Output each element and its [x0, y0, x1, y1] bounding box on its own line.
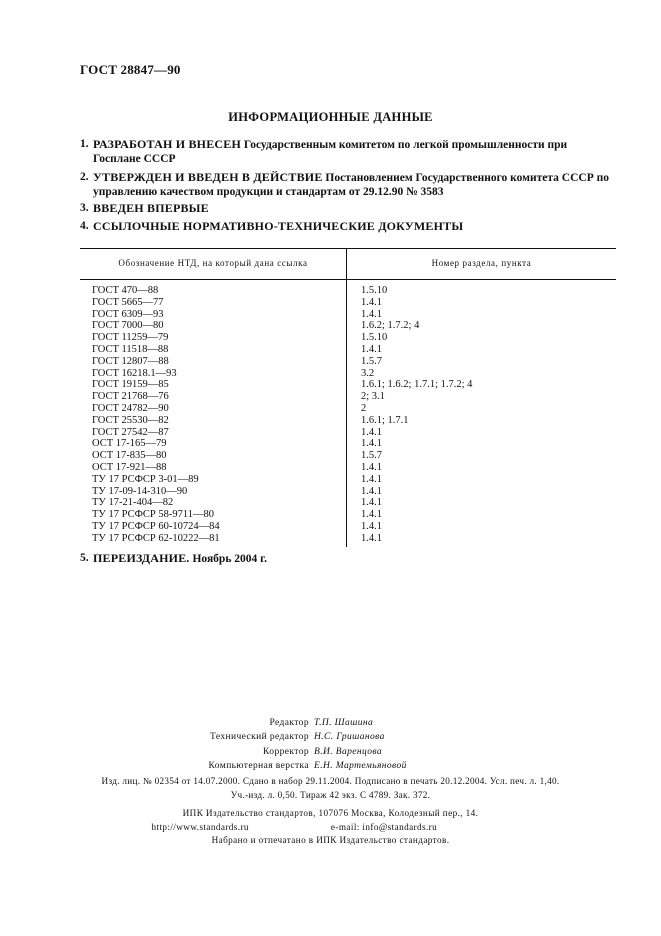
document-designation-cell: ТУ 17 РСФСР 60-10724—84: [80, 521, 347, 533]
document-designation-cell: ГОСТ 27542—87: [80, 427, 347, 439]
section-number-cell: 3.2: [361, 367, 375, 379]
table-row: [80, 450, 616, 462]
table-row: [80, 474, 616, 486]
document-designation-cell: ГОСТ 21768—76: [80, 391, 347, 403]
item-text: Государственным комитетом по легкой промышленности при Госплане СССР: [93, 139, 568, 165]
publication-info: [0, 774, 661, 802]
editorial-credits: [0, 716, 661, 773]
credit-name: Е.Н. Мартемьяновой: [314, 760, 407, 771]
table-row: [80, 309, 616, 321]
info-item-references: [80, 220, 616, 235]
credit-name: Н.С. Гришанова: [314, 732, 385, 743]
document-code: ГОСТ 28847—90: [80, 62, 181, 77]
column-header-document: Обозначение НТД, на который дана ссылка: [80, 249, 347, 280]
item-number: 3.: [80, 202, 89, 214]
document-designation-cell: ОСТ 17-921—88: [80, 462, 347, 474]
table-row: [80, 486, 616, 498]
publisher-print-note: Набрано и отпечатано в ИПК Издательство стандартов.: [211, 835, 450, 845]
column-header-section: Номер раздела, пункта: [347, 249, 617, 280]
publication-info-line: Изд. лиц. № 02354 от 14.07.2000. Сдано в набор 29.11.2004. Подписано в печать 20.12.2004. Усл. печ. л. 1,40.: [101, 776, 560, 786]
info-item-approved: [80, 171, 616, 199]
document-designation-cell: ТУ 17 РСФСР 3-01—89: [80, 474, 347, 486]
document-designation-cell: ТУ 17-09-14-310—90: [80, 486, 347, 498]
section-number-cell: 1.4.1: [361, 461, 382, 473]
publication-info-line: Уч.-изд. л. 0,50. Тираж 42 экз. С 4789. Зак. 372.: [230, 790, 431, 800]
section-number-cell: 1.6.1; 1.6.2; 1.7.1; 1.7.2; 4: [361, 379, 473, 391]
credit-name: В.И. Варенцова: [314, 746, 383, 757]
publisher-contacts: [0, 821, 661, 835]
document-designation-cell: ГОСТ 11518—88: [80, 344, 347, 356]
document-designation-cell: ГОСТ 6309—93: [80, 309, 347, 321]
section-number-cell: 1.5.10: [361, 332, 388, 344]
section-number-cell: 1.4.1: [361, 308, 382, 320]
publisher-info: [0, 807, 661, 848]
publisher-email-link[interactable]: e-mail: info@standards.ru: [330, 821, 438, 832]
document-designation-cell: ГОСТ 19159—85: [80, 379, 347, 391]
item-text: Ноябрь 2004 г.: [189, 553, 267, 565]
item-lead: ПЕРЕИЗДАНИЕ.: [93, 551, 190, 565]
table-row: [80, 379, 616, 391]
section-number-cell: 1.4.1: [361, 343, 382, 355]
section-number-cell: 1.4.1: [361, 497, 382, 509]
item-number: 1.: [80, 138, 89, 150]
table-row: [80, 280, 616, 297]
document-designation-cell: ГОСТ 5665—77: [80, 297, 347, 309]
document-designation-cell: ОСТ 17-835—80: [80, 450, 347, 462]
table-row: [80, 332, 616, 344]
section-number-cell: 1.4.1: [361, 532, 382, 544]
credit-role: Компьютерная верстка: [208, 760, 309, 771]
info-item-first-introduced: [80, 202, 616, 217]
credit-row: [0, 745, 661, 759]
table-row: [80, 368, 616, 380]
publisher-website-link[interactable]: http://www.standards.ru: [151, 821, 249, 832]
document-designation-cell: ТУ 17 РСФСР 62-10222—81: [80, 533, 347, 547]
credit-role: Корректор: [263, 746, 309, 757]
section-number-cell: 1.5.10: [361, 285, 388, 296]
document-designation-cell: ГОСТ 16218.1—93: [80, 368, 347, 380]
document-designation-cell: ГОСТ 11259—79: [80, 332, 347, 344]
info-item-reissue: [80, 552, 616, 567]
item-lead: ВВЕДЕН ВПЕРВЫЕ: [93, 201, 209, 215]
table-row: [80, 462, 616, 474]
section-number-cell: 1.4.1: [361, 485, 382, 497]
table-row: [80, 344, 616, 356]
section-title: ИНФОРМАЦИОННЫЕ ДАННЫЕ: [228, 110, 433, 124]
section-number-cell: 1.4.1: [361, 296, 382, 308]
item-lead: РАЗРАБОТАН И ВНЕСЕН: [93, 137, 242, 151]
document-designation-cell: ГОСТ 25530—82: [80, 415, 347, 427]
item-number: 5.: [80, 552, 89, 564]
section-number-cell: 1.5.7: [361, 450, 382, 462]
credit-row: [0, 730, 661, 744]
document-designation-cell: ТУ 17 РСФСР 58-9711—80: [80, 509, 347, 521]
info-item-developed: [80, 138, 616, 166]
credit-role: Редактор: [269, 718, 309, 728]
item-text: Постановлением Государственного комитета СССР по управлению качеством продукции и стандартам от 29.12.90 № 3583: [93, 172, 609, 198]
credit-row: [0, 716, 661, 730]
section-number-cell: 1.5.7: [361, 355, 382, 367]
credit-row: [0, 759, 661, 773]
section-number-cell: 1.6.1; 1.7.1: [361, 414, 409, 426]
table-row: [80, 391, 616, 403]
credit-role: Технический редактор: [210, 732, 309, 743]
section-number-cell: 2: [361, 402, 367, 414]
publisher-address: ИПК Издательство стандартов, 107076 Москва, Колодезный пер., 14.: [182, 808, 479, 818]
section-number-cell: 1.4.1: [361, 438, 382, 450]
credit-name: Т.П. Шашина: [314, 718, 374, 728]
section-number-cell: 1.4.1: [361, 520, 382, 532]
item-lead: ССЫЛОЧНЫЕ НОРМАТИВНО-ТЕХНИЧЕСКИЕ ДОКУМЕНТЫ: [93, 219, 464, 233]
table-row: [80, 356, 616, 368]
section-number-cell: 2; 3.1: [361, 391, 385, 403]
document-designation-cell: ГОСТ 12807—88: [80, 356, 347, 368]
item-number: 2.: [80, 171, 89, 183]
table-row: [80, 438, 616, 450]
table-header-row: [80, 249, 616, 280]
item-number: 4.: [80, 220, 89, 232]
table-row: [80, 320, 616, 332]
document-designation-cell: ГОСТ 24782—90: [80, 403, 347, 415]
section-number-cell: 1.6.2; 1.7.2; 4: [361, 320, 420, 332]
document-designation-cell: ГОСТ 7000—80: [80, 320, 347, 332]
document-designation-cell: ТУ 17-21-404—82: [80, 497, 347, 509]
section-number-cell: 1.4.1: [361, 473, 382, 485]
section-number-cell: 1.4.1: [361, 509, 382, 521]
document-designation-cell: ОСТ 17-165—79: [80, 438, 347, 450]
table-row: [80, 403, 616, 415]
table-row: [80, 533, 616, 547]
table-row: [80, 497, 616, 509]
table-row: [80, 297, 616, 309]
table-row: [80, 427, 616, 439]
document-designation-cell: ГОСТ 470—88: [80, 280, 347, 297]
reference-documents-table: [80, 248, 616, 547]
section-number-cell: 1.4.1: [361, 426, 382, 438]
table-row: [80, 415, 616, 427]
table-row: [80, 521, 616, 533]
item-lead: УТВЕРЖДЕН И ВВЕДЕН В ДЕЙСТВИЕ: [93, 170, 323, 184]
table-row: [80, 509, 616, 521]
